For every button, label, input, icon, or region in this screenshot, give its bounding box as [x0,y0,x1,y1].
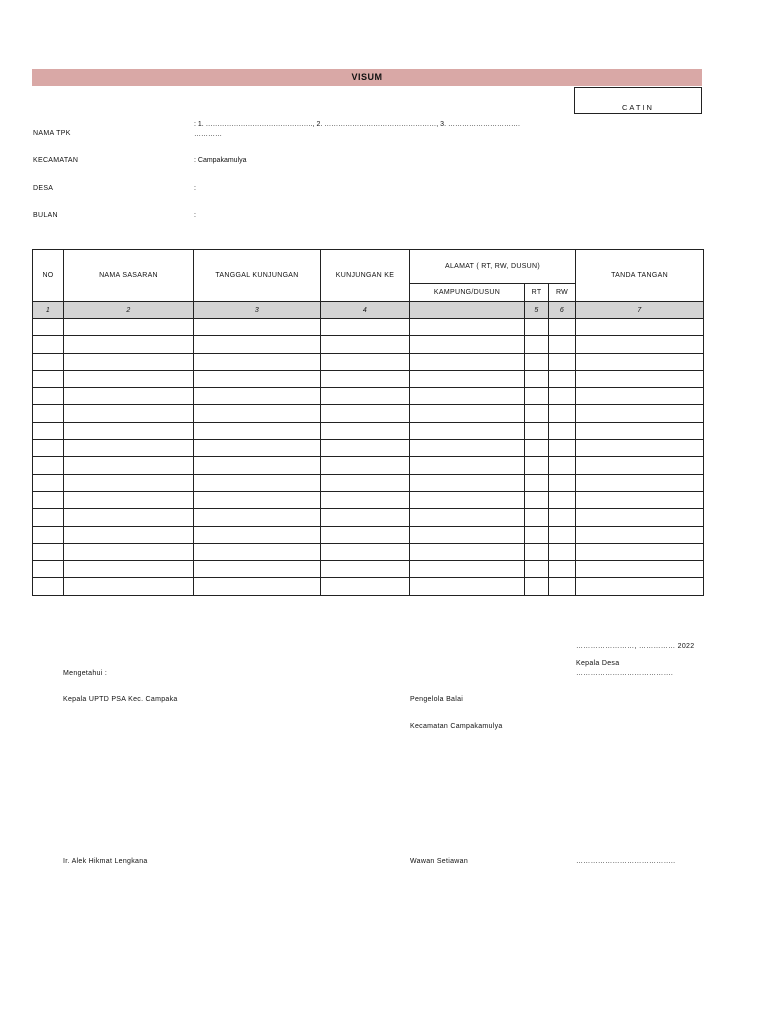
column-number: 4 [321,302,410,319]
table-cell [33,561,64,578]
column-number-row [33,302,704,319]
table-cell [525,491,549,508]
table-cell [33,353,64,370]
table-cell [194,561,321,578]
table-cell [194,319,321,336]
signing-date: ……………………, …………… 2022 [576,643,695,650]
form-title: VISUM [32,69,702,86]
table-row [33,543,704,560]
table-cell [410,474,525,491]
table-cell [64,561,194,578]
table-cell [194,370,321,387]
table-cell [64,336,194,353]
mengetahui-label: Mengetahui : [63,670,108,677]
table-cell [576,336,704,353]
kepala-desa-title: Kepala Desa [576,660,620,667]
table-cell [525,578,549,595]
table-cell [194,526,321,543]
table-cell [549,422,576,439]
table-cell [64,440,194,457]
table-row [33,526,704,543]
nama-tpk-value-cont: ………… [194,131,222,138]
table-cell [525,457,549,474]
table-cell [64,422,194,439]
table-cell [549,509,576,526]
column-number: 6 [549,302,576,319]
table-cell [64,526,194,543]
table-cell [525,440,549,457]
header-kampung-dusun: KAMPUNG/DUSUN [410,284,525,302]
table-cell [194,405,321,422]
table-cell [576,319,704,336]
table-cell [194,422,321,439]
table-cell [410,491,525,508]
table-cell [33,370,64,387]
table-cell [576,491,704,508]
table-row [33,561,704,578]
table-cell [576,457,704,474]
table-cell [64,509,194,526]
table-cell [549,353,576,370]
kecamatan-label: KECAMATAN [33,157,79,164]
signatory-left: Ir. Alek Hikmat Lengkana [63,858,148,865]
table-cell [576,370,704,387]
table-cell [525,543,549,560]
table-cell [410,578,525,595]
table-cell [549,440,576,457]
nama-tpk-label: NAMA TPK [33,130,71,137]
table-cell [33,526,64,543]
table-cell [321,561,410,578]
table-row [33,474,704,491]
table-cell [33,336,64,353]
signatory-mid: Wawan Setiawan [410,858,469,865]
table-cell [549,319,576,336]
catin-box: CATIN [574,87,702,114]
table-cell [525,319,549,336]
table-row [33,491,704,508]
table-cell [64,457,194,474]
column-number: 5 [525,302,549,319]
table-cell [576,422,704,439]
table-cell [549,578,576,595]
table-cell [321,578,410,595]
table-cell [33,474,64,491]
table-row [33,457,704,474]
table-cell [321,370,410,387]
table-cell [410,405,525,422]
table-cell [64,405,194,422]
table-cell [33,440,64,457]
table-cell [549,370,576,387]
table-cell [194,353,321,370]
table-cell [410,561,525,578]
table-cell [410,353,525,370]
table-row [33,388,704,405]
table-cell [33,319,64,336]
desa-label: DESA [33,185,54,192]
table-cell [194,474,321,491]
column-number: 2 [64,302,194,319]
table-cell [64,353,194,370]
table-cell [410,319,525,336]
header-rt: RT [525,284,549,302]
table-cell [321,491,410,508]
table-cell [576,509,704,526]
table-cell [525,405,549,422]
table-row [33,422,704,439]
header-nama-sasaran: NAMA SASARAN [64,250,194,302]
table-cell [321,543,410,560]
visum-table [32,249,704,596]
kepala-desa-line: …………………………………. [576,670,674,677]
table-cell [576,578,704,595]
table-cell [525,526,549,543]
table-cell [194,491,321,508]
table-cell [194,509,321,526]
table-row [33,440,704,457]
table-row [33,353,704,370]
table-cell [525,561,549,578]
table-cell [549,457,576,474]
table-cell [549,526,576,543]
table-cell [525,336,549,353]
table-cell [525,388,549,405]
table-cell [410,388,525,405]
header-tanda-tangan: TANDA TANGAN [576,250,704,302]
table-row [33,405,704,422]
table-cell [33,388,64,405]
table-cell [321,440,410,457]
table-row [33,336,704,353]
table-cell [194,457,321,474]
table-cell [549,561,576,578]
table-cell [194,336,321,353]
table-cell [410,509,525,526]
header-rw: RW [549,284,576,302]
table-cell [576,440,704,457]
table-cell [194,543,321,560]
pengelola-title: Pengelola Balai [410,696,464,703]
table-cell [576,405,704,422]
table-cell [576,543,704,560]
header-tanggal-kunjungan: TANGGAL KUNJUNGAN [194,250,321,302]
table-cell [64,370,194,387]
kecamatan-title: Kecamatan Campakamulya [410,723,503,730]
table-cell [64,319,194,336]
table-cell [549,336,576,353]
table-cell [321,422,410,439]
table-cell [33,457,64,474]
desa-value: : [194,185,196,192]
kepala-uptd-title: Kepala UPTD PSA Kec. Campaka [63,696,178,703]
table-cell [549,474,576,491]
header-alamat: ALAMAT ( RT, RW, DUSUN) [410,250,576,284]
table-cell [321,509,410,526]
table-cell [194,388,321,405]
kecamatan-value: : Campakamulya [194,157,247,164]
table-row [33,578,704,595]
table-cell [525,370,549,387]
table-cell [64,388,194,405]
bulan-value: : [194,212,196,219]
table-cell [410,440,525,457]
table-cell [576,388,704,405]
header-no: NO [33,250,64,302]
table-cell [33,422,64,439]
table-cell [64,491,194,508]
table-cell [549,491,576,508]
table-cell [549,388,576,405]
table-cell [410,370,525,387]
table-cell [33,578,64,595]
table-cell [33,405,64,422]
table-cell [321,405,410,422]
table-cell [525,474,549,491]
column-number: 3 [194,302,321,319]
signatory-right-line: ………………………………….. [576,858,676,865]
table-cell [576,353,704,370]
table-cell [576,526,704,543]
table-cell [549,405,576,422]
table-cell [525,422,549,439]
table-cell [525,353,549,370]
table-cell [410,543,525,560]
table-cell [321,526,410,543]
table-cell [321,457,410,474]
table-cell [549,543,576,560]
table-cell [321,353,410,370]
header-kunjungan-ke: KUNJUNGAN KE [321,250,410,302]
column-number: 7 [576,302,704,319]
table-cell [321,319,410,336]
table-row [33,370,704,387]
table-cell [33,543,64,560]
table-cell [64,543,194,560]
table-cell [410,457,525,474]
table-cell [64,474,194,491]
column-number: 1 [33,302,64,319]
nama-tpk-value: : 1. ………………………………………., 2. …………………………………………, 3. …………………………. [194,121,520,128]
table-cell [525,509,549,526]
table-cell [321,388,410,405]
table-cell [410,422,525,439]
table-cell [321,336,410,353]
table-cell [410,336,525,353]
table-cell [321,474,410,491]
table-cell [33,509,64,526]
table-cell [410,526,525,543]
bulan-label: BULAN [33,212,58,219]
table-cell [194,578,321,595]
table-row [33,319,704,336]
table-cell [576,561,704,578]
table-cell [64,578,194,595]
table-cell [194,440,321,457]
table-cell [576,474,704,491]
table-row [33,509,704,526]
column-number [410,302,525,319]
table-cell [33,491,64,508]
